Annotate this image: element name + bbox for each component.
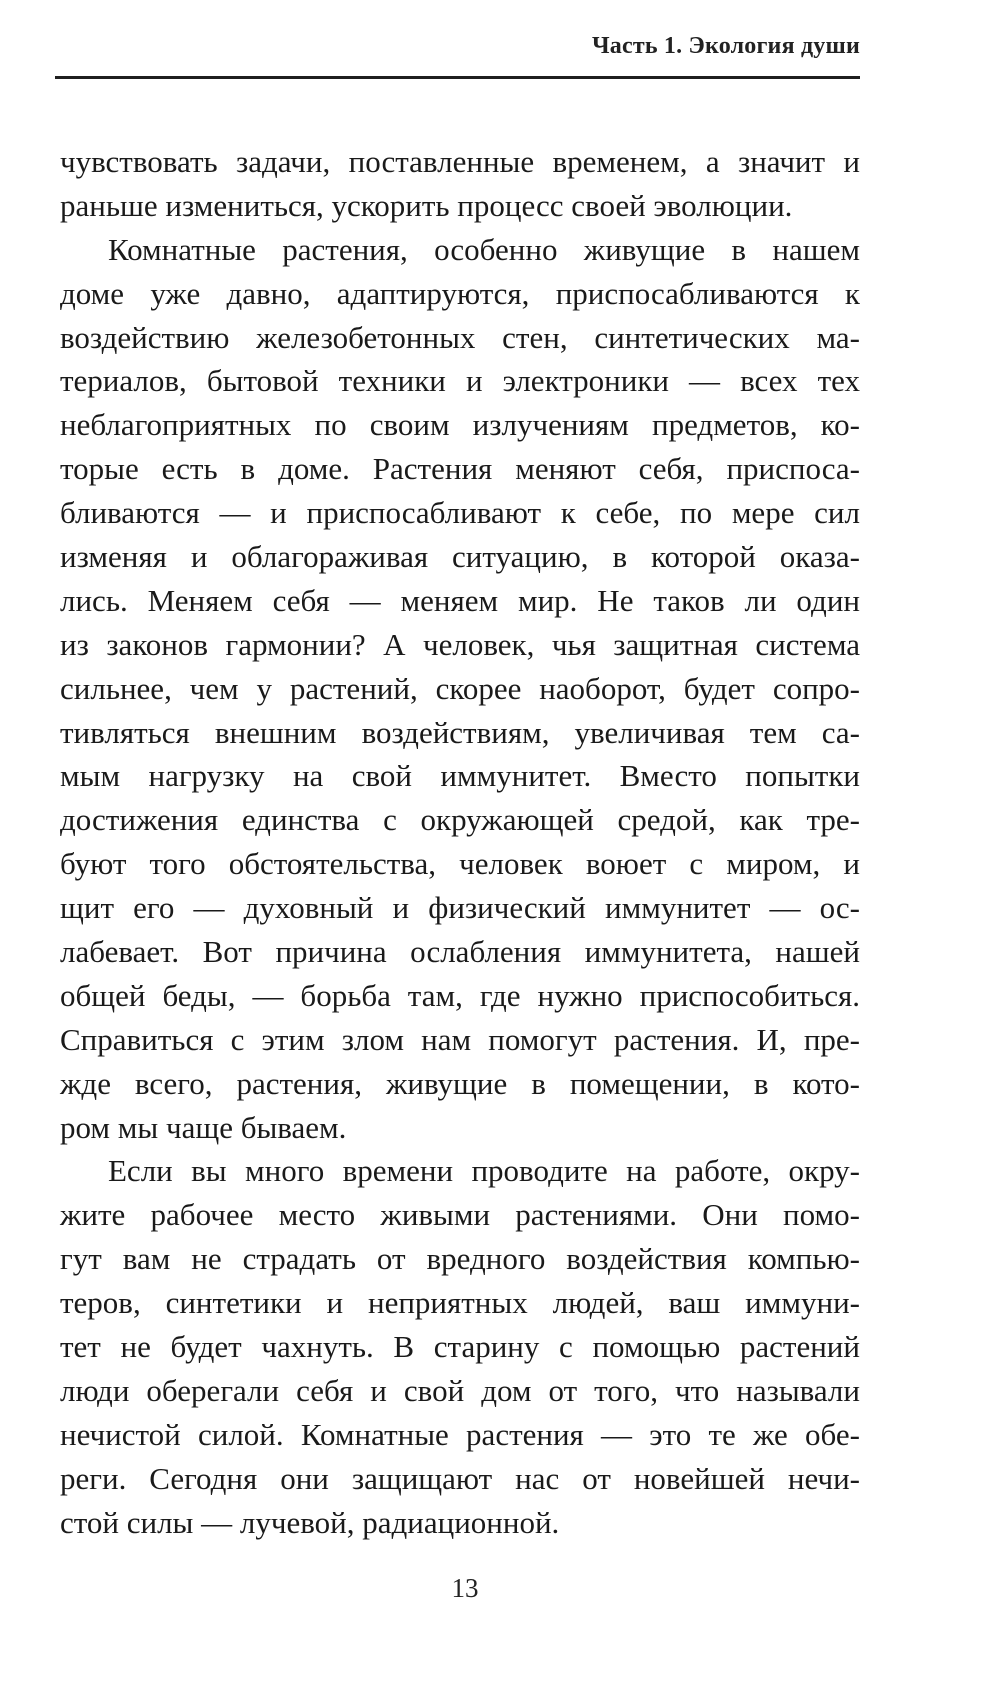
text-line: достижения единства с окружающей средой, как тре-: [60, 802, 860, 838]
text-line: теров, синтетики и неприятных людей, ваш иммуни-: [60, 1285, 860, 1321]
text-line: реги. Сегодня они защищают нас от новейшей нечи-: [60, 1460, 860, 1496]
text-line: Если вы много времени проводите на работе, окру-: [108, 1153, 860, 1189]
text-line: изменяя и облагораживая ситуацию, в которой оказа-: [60, 539, 860, 575]
text-line: торые есть в доме. Растения меняют себя, приспоса-: [60, 451, 860, 487]
page-number: 13: [451, 1573, 479, 1603]
paragraph-3: [60, 1149, 860, 1544]
text-line: Справиться с этим злом нам помогут растения. И, пре-: [60, 1021, 860, 1057]
text-line: из законов гармонии? А человек, чья защитная система: [60, 626, 860, 662]
running-header: Часть 1. Экология души: [591, 33, 860, 59]
text-line: щит его — духовный и физический иммунитет — ос-: [60, 890, 860, 926]
text-line: стой силы — лучевой, радиационной.: [60, 1504, 560, 1540]
text-line: доме уже давно, адаптируются, приспосабливаются к: [60, 275, 860, 311]
text-line: лабевает. Вот причина ослабления иммунитета, нашей: [60, 934, 860, 970]
text-line: нечистой силой. Комнатные растения — это те же обе-: [60, 1416, 860, 1452]
text-line: сильнее, чем у растений, скорее наоборот, будет сопро-: [60, 670, 860, 706]
header-rule: [55, 76, 860, 79]
text-line: ром мы чаще бываем.: [60, 1109, 347, 1145]
text-line: мым нагрузку на свой иммунитет. Вместо попытки: [60, 758, 860, 794]
text-line: раньше измениться, ускорить процесс своей эволюции.: [60, 187, 793, 223]
text-line: общей беды, — борьба там, где нужно приспособиться.: [60, 977, 860, 1013]
text-line: жите рабочее место живыми растениями. Они помо-: [60, 1197, 860, 1233]
text-line: гут вам не страдать от вредного воздействия компью-: [60, 1241, 860, 1277]
text-line: жде всего, растения, живущие в помещении, в кото-: [60, 1065, 860, 1101]
text-line: воздействию железобетонных стен, синтетических ма-: [60, 319, 860, 355]
text-line: неблагоприятных по своим излучениям предметов, ко-: [60, 407, 860, 443]
paragraph-1: [60, 140, 860, 228]
text-line: Комнатные растения, особенно живущие в нашем: [108, 231, 860, 267]
text-line: тивляться внешним воздействиям, увеличивая тем са-: [60, 714, 860, 750]
text-line: бливаются — и приспосабливают к себе, по мере сил: [60, 495, 860, 531]
text-line: чувствовать задачи, поставленные временем, а значит и: [60, 144, 860, 179]
paragraph-2: [60, 228, 860, 1150]
text-line: буют того обстоятельства, человек воюет с миром, и: [60, 846, 860, 882]
main-text: [60, 140, 860, 1545]
text-line: лись. Меняем себя — меняем мир. Не таков ли один: [60, 582, 860, 618]
text-line: териалов, бытовой техники и электроники — всех тех: [60, 363, 860, 399]
text-line: люди оберегали себя и свой дом от того, что называли: [60, 1372, 860, 1408]
text-line: тет не будет чахнуть. В старину с помощью растений: [60, 1329, 860, 1365]
